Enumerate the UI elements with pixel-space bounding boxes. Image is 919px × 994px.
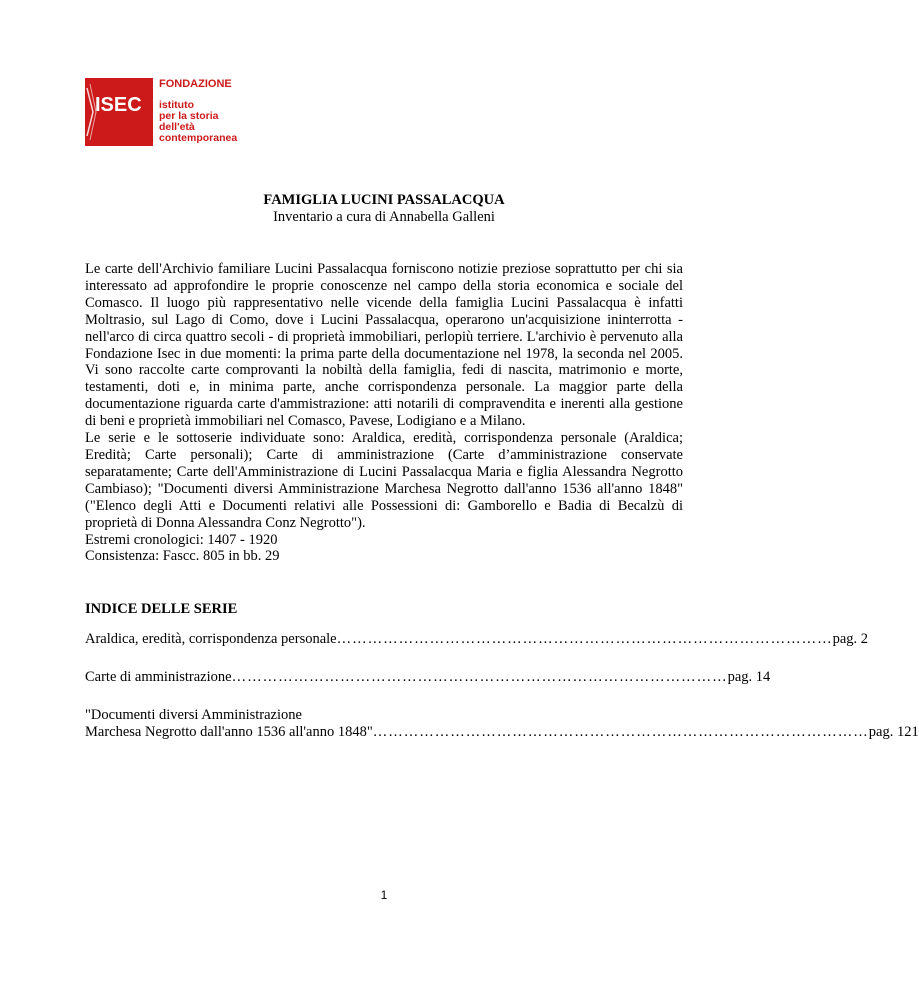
- toc-entry[interactable]: [85, 707, 919, 741]
- toc-label: Marchesa Negrotto dall'anno 1536 all'anno 1848": [85, 724, 373, 740]
- logo-tagline-line: contemporanea: [159, 132, 238, 144]
- toc-page: pag. 121: [868, 724, 919, 740]
- page-number: 1: [380, 888, 388, 902]
- document-title: FAMIGLIA LUCINI PASSALACQUA: [263, 192, 505, 208]
- index-heading: INDICE DELLE SERIE: [85, 601, 238, 617]
- logo-tagline-line: per la storia: [159, 110, 219, 122]
- logo-tagline: [159, 100, 237, 144]
- toc-leader-dots: ……………………………………………………………………………………: [372, 724, 869, 740]
- logo-red-block: [85, 78, 153, 146]
- body-text: [85, 261, 683, 565]
- isec-logo: [85, 78, 245, 148]
- toc-label: Carte di amministrazione: [85, 669, 232, 685]
- toc-entry[interactable]: [85, 631, 869, 648]
- toc-leader-dots: ……………………………………………………………………………………: [231, 669, 728, 685]
- toc-label: "Documenti diversi Amministrazione: [85, 707, 302, 723]
- logo-wordmark: ISEC: [95, 94, 142, 116]
- paragraph: Le carte dell'Archivio familiare Lucini Passalacqua forniscono notizie preziose soprattutto per chi sia interessato ad approfondire le proprie conoscenze nel campo della storia economica e sociale del Comasco. Il luogo più rappresentativo nelle vicende della famiglia Lucini Passalacqua è infatti Moltrasio, sul Lago di Como, dove i Lucini Passalacqua, operarono un'acquisizione ininterrotta - nell'arco di circa quattro secoli - di proprietà immobiliari, perlopiù terriere. L'archivio è pervenuto alla Fondazione Isec in due momenti: la prima parte della documentazione nel 1978, la seconda nel 2005. Vi sono raccolte carte comprovanti la nobiltà della famiglia, fedi di nascita, matrimonio e morte, testamenti, doti e, in minima parte, anche corrispondenza personale. La maggior parte della documentazione riguarda carte d'ammistrazione: atti notarili di compravendita e inerenti alla gestione di beni e proprietà immobiliari nel Comasco, Pavese, Lodigiano e a Milano.: [85, 261, 683, 430]
- logo-foundation-label: FONDAZIONE: [159, 78, 232, 90]
- extent: Consistenza: Fascc. 805 in bb. 29: [85, 548, 280, 565]
- paragraph: Le serie e le sottoserie individuate sono: Araldica, eredità, corrispondenza personale (Araldica; Eredità; Carte personali); Carte di amministrazione (Carte d’amministrazione conservate separatamente; Carte dell'Amministrazione di Lucini Passalacqua Maria e figlia Alessandra Negrotto Cambiaso); "Documenti diversi Amministrazione Marchesa Negrotto dall'anno 1536 all'anno 1848" ("Elenco degli Atti e Documenti relativi alle Possessioni di: Gamborello e Badia di Becalzù di proprietà di Donna Alessandra Conz Negrotto").: [85, 430, 683, 531]
- date-range: Estremi cronologici: 1407 - 1920: [85, 531, 278, 548]
- toc-page: pag. 2: [832, 631, 869, 647]
- toc-page: pag. 14: [727, 669, 771, 685]
- toc-leader-dots: ……………………………………………………………………………………: [336, 631, 833, 647]
- toc-label: Araldica, eredità, corrispondenza personale: [85, 631, 337, 647]
- logo-tagline-line: dell'età: [159, 121, 195, 133]
- toc-entry[interactable]: [85, 669, 771, 686]
- logo-tagline-line: istituto: [159, 99, 194, 111]
- document-subtitle: Inventario a cura di Annabella Galleni: [273, 209, 495, 225]
